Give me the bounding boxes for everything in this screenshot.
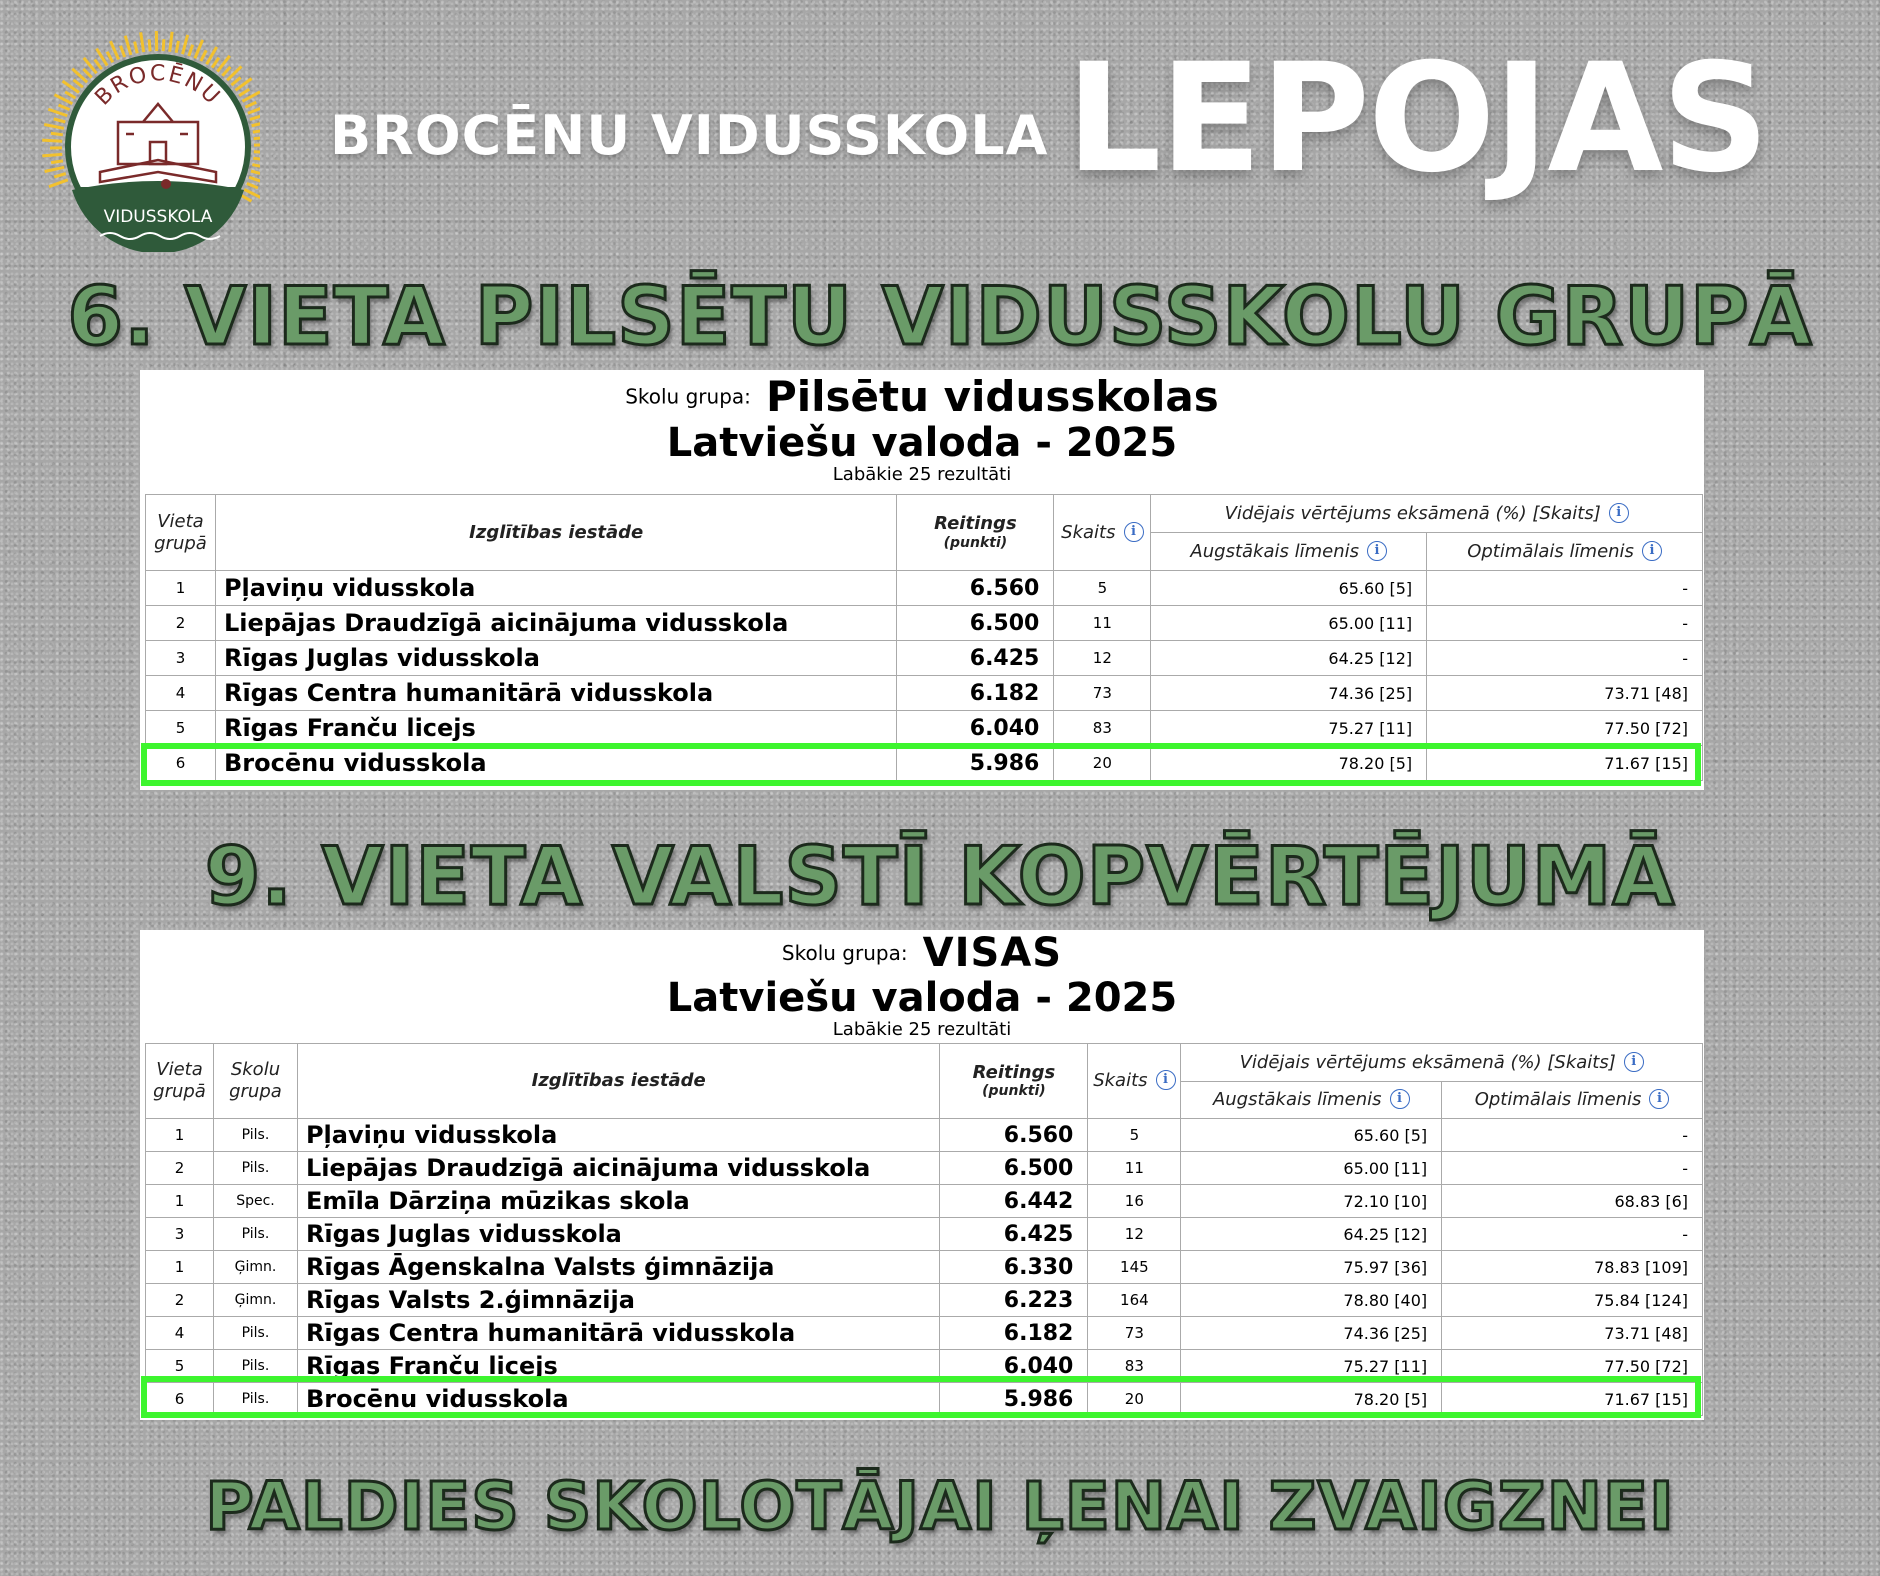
header-rank: Vieta grupā (146, 495, 216, 571)
header-rank: Vieta grupā (146, 1044, 214, 1119)
sun-ray (248, 106, 260, 113)
sun-ray (121, 46, 125, 57)
sun-ray (135, 42, 138, 54)
higher-cell: 75.97 [36] (1181, 1251, 1442, 1284)
sun-ray (249, 177, 260, 183)
thanks-headline: PALDIES SKOLOTĀJAI ĻENAI ZVAIGZNEI (205, 1468, 1675, 1545)
results-panel-city-schools (140, 370, 1704, 790)
sun-ray (42, 154, 62, 156)
table-row (146, 676, 1703, 711)
optimal-cell: 77.50 [72] (1427, 711, 1703, 746)
header-school-group: Skolu grupa (213, 1044, 297, 1119)
sun-ray (110, 41, 118, 59)
table-row (146, 1350, 1703, 1383)
higher-cell: 64.25 [12] (1151, 641, 1427, 676)
group-cell: Pils. (213, 1383, 297, 1416)
header-rating (940, 1044, 1088, 1119)
best-results-note: Labākie 25 rezultāti (832, 1019, 1012, 1040)
higher-cell: 78.20 [5] (1181, 1383, 1442, 1416)
institution-cell: Rīgas Āgenskalna Valsts ģimnāzija (297, 1251, 939, 1284)
count-cell: 5 (1054, 571, 1151, 606)
table-row (146, 711, 1703, 746)
optimal-cell: 68.83 [6] (1442, 1185, 1703, 1218)
header-average (1151, 495, 1703, 533)
higher-cell: 78.20 [5] (1151, 746, 1427, 781)
count-cell: 20 (1054, 746, 1151, 781)
count-cell: 83 (1088, 1350, 1181, 1383)
info-icon[interactable]: i (1156, 1070, 1176, 1090)
higher-cell: 74.36 [25] (1181, 1317, 1442, 1350)
sun-ray (42, 140, 62, 141)
group-cell: Ģimn. (213, 1251, 297, 1284)
school-name: BROCĒNU VIDUSSKOLA (330, 104, 1049, 167)
higher-cell: 75.27 [11] (1181, 1350, 1442, 1383)
higher-cell: 65.00 [11] (1181, 1152, 1442, 1185)
institution-cell: Pļaviņu vidusskola (297, 1119, 939, 1152)
institution-cell: Rīgas Valsts 2.ģimnāzija (297, 1284, 939, 1317)
table-row (146, 1284, 1703, 1317)
school-group-label: Skolu grupa: (625, 384, 751, 409)
institution-cell: Rīgas Centra humanitārā vidusskola (215, 676, 896, 711)
rank-cell: 5 (146, 1350, 214, 1383)
header-rating-unit: (punkti) (943, 534, 1008, 551)
rating-cell: 6.223 (940, 1284, 1088, 1317)
header-rating (897, 495, 1054, 571)
results-table-all-schools (145, 1043, 1703, 1416)
table-row-highlighted (146, 1383, 1703, 1416)
sun-ray (250, 116, 260, 119)
higher-cell: 74.36 [25] (1151, 676, 1427, 711)
table-row (146, 606, 1703, 641)
sun-ray (253, 158, 260, 159)
info-icon[interactable]: i (1609, 503, 1629, 523)
rank-cell: 3 (146, 641, 216, 676)
headline-group-place: 6. VIETA PILSĒTU VIDUSSKOLU GRUPĀ (67, 270, 1813, 363)
sun-ray (253, 130, 260, 132)
school-group-line (140, 930, 1704, 976)
sun-ray (170, 32, 172, 52)
institution-cell: Pļaviņu vidusskola (215, 571, 896, 606)
sun-ray (189, 45, 193, 56)
table-row (146, 1119, 1703, 1152)
header-average (1181, 1044, 1703, 1082)
count-cell: 12 (1054, 641, 1151, 676)
rating-cell: 6.330 (940, 1251, 1088, 1284)
sun-ray (59, 105, 70, 110)
header-higher-level (1151, 533, 1427, 571)
school-group-value: Pilsētu vidusskolas (765, 372, 1219, 421)
institution-cell: Rīgas Centra humanitārā vidusskola (297, 1317, 939, 1350)
school-group-value: VISAS (922, 930, 1063, 976)
count-cell: 20 (1088, 1383, 1181, 1416)
institution-cell: Rīgas Juglas vidusskola (215, 641, 896, 676)
sun-ray (222, 67, 230, 76)
optimal-cell: - (1427, 571, 1703, 606)
optimal-cell: 71.67 [15] (1442, 1383, 1703, 1416)
info-icon[interactable]: i (1624, 1052, 1644, 1072)
institution-cell: Liepājas Draudzīgā aicinājuma vidusskola (215, 606, 896, 641)
sun-ray (107, 52, 113, 63)
table-row (146, 641, 1703, 676)
group-cell: Pils. (213, 1317, 297, 1350)
sun-ray (163, 39, 164, 51)
results-panel-all-schools (140, 930, 1704, 1420)
table-row (146, 1152, 1703, 1185)
optimal-cell: - (1427, 641, 1703, 676)
institution-cell: Rīgas Franču licejs (215, 711, 896, 746)
header-rating-label: Reitings (972, 1061, 1056, 1083)
group-cell: Pils. (213, 1119, 297, 1152)
group-cell: Ģimn. (213, 1284, 297, 1317)
rank-cell: 6 (146, 1383, 214, 1416)
logo-bottom-text: VIDUSSKOLA (103, 207, 213, 227)
optimal-cell: - (1427, 606, 1703, 641)
rank-cell: 2 (146, 1284, 214, 1317)
best-results-note: Labākie 25 rezultāti (832, 464, 1012, 485)
table-row (146, 1218, 1703, 1251)
sun-ray (54, 119, 66, 122)
logo-top-text: BROCĒNU (90, 61, 226, 111)
table-row (146, 1251, 1703, 1284)
info-icon[interactable]: i (1649, 1089, 1669, 1109)
sun-ray (176, 41, 178, 53)
rating-cell: 6.560 (940, 1119, 1088, 1152)
info-icon[interactable]: i (1367, 541, 1387, 561)
sun-ray (149, 39, 150, 51)
higher-cell: 64.25 [12] (1181, 1218, 1442, 1251)
sun-ray (251, 171, 260, 174)
rank-cell: 2 (146, 606, 216, 641)
sun-ray (73, 80, 82, 87)
header-rating-label: Reitings (934, 513, 1017, 535)
info-icon[interactable]: i (1124, 522, 1144, 542)
count-cell: 5 (1088, 1119, 1181, 1152)
results-table-city-schools (145, 494, 1703, 781)
institution-cell: Rīgas Franču licejs (297, 1350, 939, 1383)
group-cell: Pils. (213, 1218, 297, 1251)
header-higher-label: Augstākais līmenis (1212, 1089, 1382, 1111)
count-cell: 16 (1088, 1185, 1181, 1218)
group-cell: Pils. (213, 1152, 297, 1185)
rank-cell: 1 (146, 1185, 214, 1218)
rank-cell: 4 (146, 1317, 214, 1350)
institution-cell: Emīla Dārziņa mūzikas skola (297, 1185, 939, 1218)
count-cell: 83 (1054, 711, 1151, 746)
count-cell: 12 (1088, 1218, 1181, 1251)
rating-cell: 6.442 (940, 1185, 1088, 1218)
rank-cell: 3 (146, 1218, 214, 1251)
sun-ray (51, 133, 63, 135)
rank-cell: 1 (146, 1251, 214, 1284)
sun-ray (45, 167, 65, 171)
sun-ray (183, 35, 188, 54)
sun-ray (247, 183, 258, 188)
rating-cell: 5.986 (940, 1383, 1088, 1416)
optimal-cell: 73.71 [48] (1442, 1317, 1703, 1350)
sun-ray (54, 174, 66, 177)
table-row (146, 1185, 1703, 1218)
higher-cell: 72.10 [10] (1181, 1185, 1442, 1218)
headline-national-place: 9. VIETA VALSTĪ KOPVĒRTĒJUMĀ (204, 830, 1676, 923)
header-count (1088, 1044, 1181, 1119)
header-rating-unit: (punkti) (982, 1083, 1046, 1100)
count-cell: 73 (1054, 676, 1151, 711)
count-cell: 11 (1054, 606, 1151, 641)
school-group-line (140, 370, 1704, 421)
school-logo (30, 22, 260, 252)
count-cell: 164 (1088, 1284, 1181, 1317)
count-cell: 145 (1088, 1251, 1181, 1284)
optimal-cell: 78.83 [109] (1442, 1251, 1703, 1284)
sun-ray (44, 124, 64, 128)
header-optimal-level (1442, 1082, 1703, 1119)
rating-cell: 6.182 (940, 1317, 1088, 1350)
header-optimal-label: Optimālais līmenis (1474, 1089, 1642, 1111)
info-icon[interactable]: i (1642, 541, 1662, 561)
rating-cell: 6.425 (940, 1218, 1088, 1251)
sun-ray (141, 32, 144, 52)
rank-cell: 4 (146, 676, 216, 711)
group-cell: Spec. (213, 1185, 297, 1218)
table-row (146, 1317, 1703, 1350)
sun-ray (239, 89, 249, 95)
group-cell: Pils. (213, 1350, 297, 1383)
sun-ray (65, 92, 75, 98)
sun-ray (245, 102, 256, 107)
count-cell: 11 (1088, 1152, 1181, 1185)
header-average-label: Vidējais vērtējums eksāmenā (%) [Skaits] (1224, 502, 1601, 524)
count-cell: 73 (1088, 1317, 1181, 1350)
table-row (146, 571, 1703, 606)
sun-ray (241, 195, 251, 201)
school-group-label: Skolu grupa: (781, 941, 908, 965)
rank-cell: 2 (146, 1152, 214, 1185)
rating-cell: 6.425 (897, 641, 1054, 676)
sun-ray (49, 180, 68, 187)
sun-ray (252, 165, 260, 169)
sun-ray (51, 161, 63, 163)
header-higher-label: Augstākais līmenis (1190, 540, 1359, 562)
institution-cell: Brocēnu vidusskola (215, 746, 896, 781)
subject-title: Latviešu valoda - 2025 (666, 975, 1178, 1021)
header-count-label: Skaits (1093, 1070, 1148, 1092)
proud-title: LEPOJAS (1066, 32, 1768, 206)
sun-ray (201, 50, 206, 61)
sun-ray (48, 109, 67, 116)
rating-cell: 6.500 (940, 1152, 1088, 1185)
sun-ray (254, 152, 260, 153)
institution-cell: Brocēnu vidusskola (297, 1383, 939, 1416)
higher-cell: 65.00 [11] (1151, 606, 1427, 641)
sun-ray (231, 77, 240, 85)
sun-ray (252, 121, 260, 125)
higher-cell: 65.60 [5] (1181, 1119, 1442, 1152)
sun-ray (254, 137, 260, 139)
header-institution: Izglītības iestāde (215, 495, 896, 571)
rating-cell: 5.986 (897, 746, 1054, 781)
sun-ray (95, 60, 102, 70)
sun-ray (195, 40, 203, 58)
header-optimal-label: Optimālais līmenis (1467, 540, 1634, 562)
optimal-cell: - (1442, 1152, 1703, 1185)
optimal-cell: 75.84 [124] (1442, 1284, 1703, 1317)
higher-cell: 75.27 [11] (1151, 711, 1427, 746)
rating-cell: 6.500 (897, 606, 1054, 641)
optimal-cell: 71.67 [15] (1427, 746, 1703, 781)
header-higher-level (1181, 1082, 1442, 1119)
sun-ray (125, 36, 131, 55)
optimal-cell: 77.50 [72] (1442, 1350, 1703, 1383)
sun-ray (83, 69, 91, 78)
rating-cell: 6.182 (897, 676, 1054, 711)
table-row-highlighted (146, 746, 1703, 781)
header-count-label: Skaits (1061, 521, 1116, 543)
rank-cell: 1 (146, 1119, 214, 1152)
rank-cell: 5 (146, 711, 216, 746)
institution-cell: Liepājas Draudzīgā aicinājuma vidusskola (297, 1152, 939, 1185)
rating-cell: 6.040 (940, 1350, 1088, 1383)
higher-cell: 65.60 [5] (1151, 571, 1427, 606)
subject-title: Latviešu valoda - 2025 (666, 420, 1178, 466)
higher-cell: 78.80 [40] (1181, 1284, 1442, 1317)
rating-cell: 6.040 (897, 711, 1054, 746)
header-count (1054, 495, 1151, 571)
header-institution: Izglītības iestāde (297, 1044, 939, 1119)
optimal-cell: - (1442, 1119, 1703, 1152)
optimal-cell: 73.71 [48] (1427, 676, 1703, 711)
header-optimal-level (1427, 533, 1703, 571)
header-average-label: Vidējais vērtējums eksāmenā (%) [Skaits] (1239, 1051, 1616, 1073)
institution-cell: Rīgas Juglas vidusskola (297, 1218, 939, 1251)
optimal-cell: - (1442, 1218, 1703, 1251)
rating-cell: 6.560 (897, 571, 1054, 606)
sun-ray (212, 58, 219, 68)
rank-cell: 6 (146, 746, 216, 781)
info-icon[interactable]: i (1390, 1089, 1410, 1109)
rank-cell: 1 (146, 571, 216, 606)
